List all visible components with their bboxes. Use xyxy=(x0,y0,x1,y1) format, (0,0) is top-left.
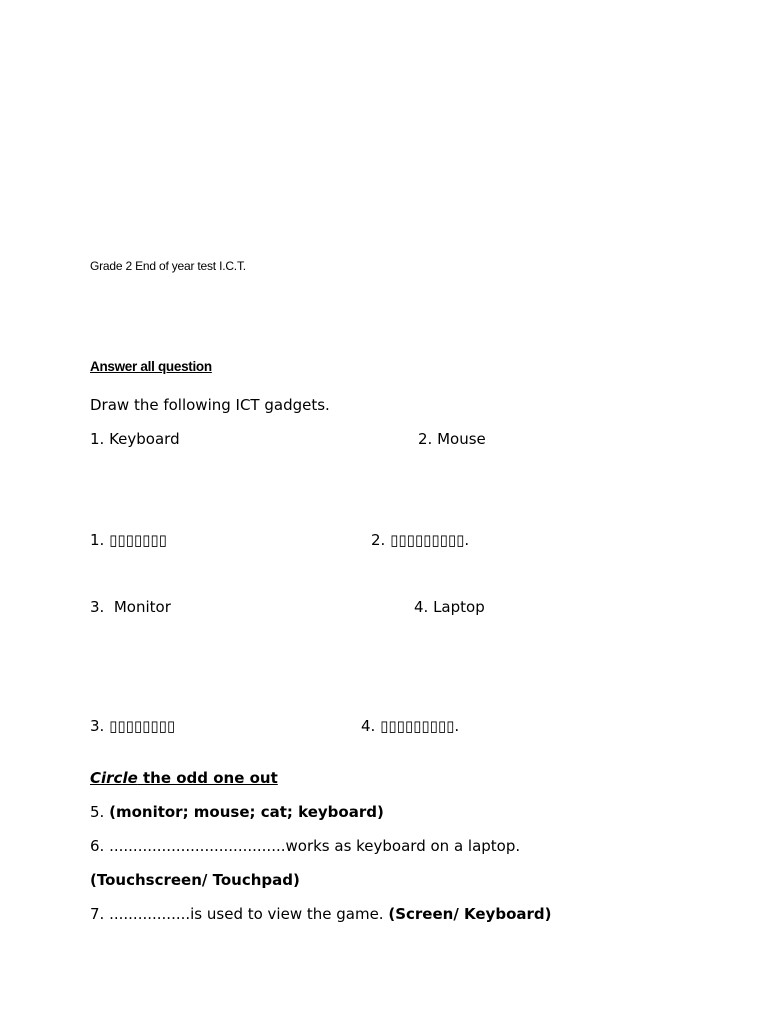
question-6-options: (Touchscreen/ Touchpad) xyxy=(90,871,300,889)
item-laptop-translation: 4. ▯▯▯▯▯▯▯▯▯. xyxy=(361,717,460,735)
question-7 xyxy=(90,904,551,924)
item-mouse-translation: 2. ▯▯▯▯▯▯▯▯▯. xyxy=(371,531,470,549)
question-7-text: 7. .................is used to view the game. xyxy=(90,905,389,923)
question-5-number: 5. xyxy=(90,803,110,821)
item-keyboard-translation: 1. ▯▯▯▯▯▯▯ xyxy=(90,531,167,549)
draw-prompt: Draw the following ICT gadgets. xyxy=(90,396,330,414)
item-mouse: 2. Mouse xyxy=(418,430,486,448)
odd-one-out-heading xyxy=(90,768,278,788)
instructions-heading: Answer all question xyxy=(90,359,212,374)
test-title: Grade 2 End of year test I.C.T. xyxy=(90,259,246,273)
odd-one-out-heading-verb: Circle xyxy=(90,769,138,787)
item-laptop: 4. Laptop xyxy=(414,598,485,616)
item-monitor-translation: 3. ▯▯▯▯▯▯▯▯ xyxy=(90,717,176,735)
question-7-options: (Screen/ Keyboard) xyxy=(388,905,552,923)
odd-one-out-heading-rest: the odd one out xyxy=(137,769,278,787)
question-5 xyxy=(90,802,384,822)
question-6: 6. .....................................works as keyboard on a laptop. xyxy=(90,837,521,855)
item-monitor: 3. Monitor xyxy=(90,598,171,616)
item-keyboard: 1. Keyboard xyxy=(90,430,180,448)
question-5-options: (monitor; mouse; cat; keyboard) xyxy=(109,803,384,821)
